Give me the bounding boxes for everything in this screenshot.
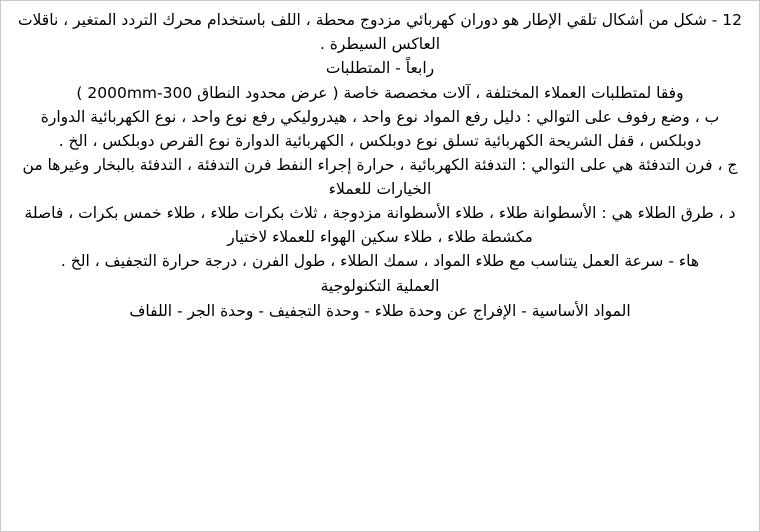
paragraph-1: 12 - شكل من أشكال تلقي الإطار هو دوران كهربائي مزدوج محطة ، اللف باستخدام محرك التردد المتغير ، ناقلات العاكس السيطرة . [13, 11, 743, 53]
paragraph-4-item-b: ب ، وضع رفوف على التوالي : دليل رفع المواد نوع واحد ، هيدروليكي رفع نوع واحد ، نوع الكهربائية الدوارة دوبلكس ، قفل الشريحة الكهربائية تسلق نوع دوبلكس ، الكهربائية الدوارة نوع القرص دوبلكس ، الخ . [35, 108, 720, 150]
paragraph-6-item-d: د ، طرق الطلاء هي : الأسطوانة طلاء ، طلاء الأسطوانة مزدوجة ، ثلاث بكرات طلاء ، طلاء خمس بكرات ، فاصلة مكشطة طلاء ، طلاء سكين الهواء للعملاء لاختيار [19, 204, 736, 246]
paragraph-3: وفقا لمتطلبات العملاء المختلفة ، آلات مخصصة خاصة ( عرض محدود النطاق 2000mm-300 ) [76, 83, 684, 102]
paragraph-8-heading-process: العملية التكنولوجية [320, 277, 440, 296]
paragraph-5-item-c: ج ، فرن التدفئة هي على التوالي : التدفئة الكهربائية ، حرارة إجراء النفط فرن التدفئة ، التدفئة بالبخار وغيرها من الخيارات للعملاء [17, 156, 738, 198]
document-body [15, 9, 745, 323]
paragraph-9-process-flow: المواد الأساسية - الإفراج عن وحدة طلاء - وحدة التجفيف - وحدة الجر - اللفاف [129, 301, 631, 320]
paragraph-7-item-e: هاء - سرعة العمل يتناسب مع طلاء المواد ، سمك الطلاء ، طول الفرن ، درجة حرارة التجفيف ، الخ . [60, 252, 700, 271]
paragraph-2-heading-requirements: رابعاً - المتطلبات [325, 59, 435, 78]
